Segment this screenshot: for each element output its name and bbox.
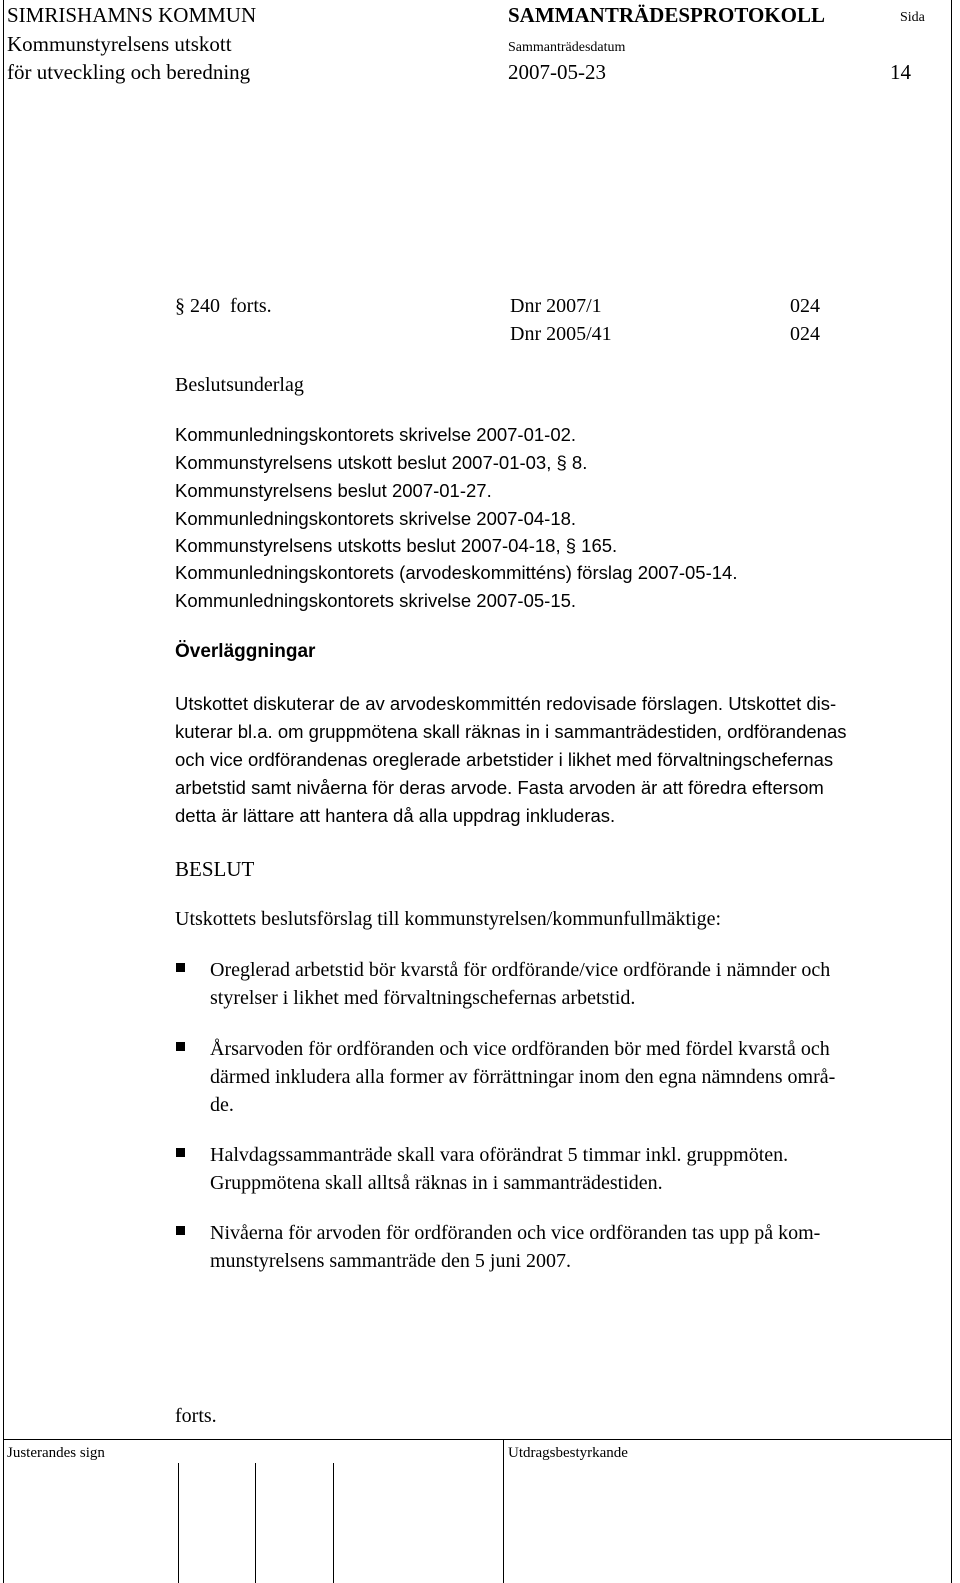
beslutsunderlag-item: Kommunledningskontorets skrivelse 2007-05-15. [175,590,577,611]
dnr-code-1: 024 [790,295,820,317]
continued-note: forts. [175,1405,217,1427]
signature-box-divider [333,1463,334,1583]
dnr-2: Dnr 2005/41 [510,323,612,345]
beslutsunderlag-item: Kommunledningskontorets skrivelse 2007-01-02. [175,424,577,445]
page-label: Sida [900,10,925,25]
date-label: Sammanträdesdatum [508,40,626,55]
signature-box-divider [503,1439,504,1583]
document-type: SAMMANTRÄDESPROTOKOLL [508,3,825,27]
dnr-code-2: 024 [790,323,820,345]
overlaggningar-line: detta är lättare att hantera då alla uppdrag inkluderas. [175,805,616,826]
bullet-square-icon [176,1148,185,1157]
overlaggningar-line: och vice ordförandenas oreglerade arbetstider i likhet med förvaltningschefernas [175,749,834,770]
overlaggningar-heading: Överläggningar [175,641,316,662]
decision-line: styrelser i likhet med förvaltningschefernas arbetstid. [210,987,636,1009]
section-paragraph [175,293,272,319]
overlaggningar-line: arbetstid samt nivåerna för deras arvode. Fasta arvoden är att föredra eftersom [175,777,824,798]
decision-line: därmed inkludera alla former av förrättningar inom den egna nämndens områ- [210,1066,836,1088]
utdragsbestyrkande-label: Utdragsbestyrkande [508,1445,628,1461]
beslutsunderlag-item: Kommunstyrelsens beslut 2007-01-27. [175,480,492,501]
section-sign: § [175,295,185,317]
beslutsunderlag-item: Kommunledningskontorets (arvodeskommitténs) förslag 2007-05-14. [175,562,738,583]
beslutsunderlag-item: Kommunstyrelsens utskott beslut 2007-01-03, § 8. [175,452,588,473]
page-border-left [3,0,4,1583]
beslutsunderlag-item: Kommunstyrelsens utskotts beslut 2007-04-18, § 165. [175,535,618,556]
decision-line: Oreglerad arbetstid bör kvarstå för ordförande/vice ordförande i nämnder och [210,959,831,981]
page-border-right [951,0,952,1583]
beslut-heading: BESLUT [175,857,255,881]
beslutsunderlag-item: Kommunledningskontorets skrivelse 2007-04-18. [175,508,577,529]
overlaggningar-line: kuterar bl.a. om gruppmötena skall räknas in i sammanträdestiden, ordförandenas [175,721,847,742]
footer-rule [3,1439,951,1440]
committee-line-1: Kommunstyrelsens utskott [7,32,232,56]
beslutsunderlag-heading: Beslutsunderlag [175,374,304,396]
bullet-square-icon [176,1042,185,1051]
bullet-square-icon [176,1226,185,1235]
decision-line: Nivåerna för arvoden för ordföranden och vice ordföranden tas upp på kom- [210,1222,821,1244]
signature-box-divider [255,1463,256,1583]
municipality-name: SIMRISHAMNS KOMMUN [7,3,257,27]
decision-line: Årsarvoden för ordföranden och vice ordföranden bör med fördel kvarstå och [210,1038,830,1060]
decision-line: Gruppmötena skall alltså räknas in i sammanträdestiden. [210,1172,663,1194]
beslut-intro: Utskottets beslutsförslag till kommunstyrelsen/kommunfullmäktige: [175,908,722,930]
decision-line: munstyrelsens sammanträde den 5 juni 2007. [210,1250,572,1272]
overlaggningar-line: Utskottet diskuterar de av arvodeskommittén redovisade förslagen. Utskottet dis- [175,693,837,714]
bullet-square-icon [176,963,185,972]
meeting-date: 2007-05-23 [508,60,606,84]
page-number: 14 [890,60,911,84]
signature-box-divider [178,1463,179,1583]
justerandes-sign-label: Justerandes sign [7,1445,105,1461]
dnr-1: Dnr 2007/1 [510,295,602,317]
section-paragraph-text: 240 forts. [190,295,272,317]
committee-line-2: för utveckling och beredning [7,60,251,84]
decision-line: de. [210,1094,234,1116]
decision-line: Halvdagssammanträde skall vara oförändrat 5 timmar inkl. gruppmöten. [210,1144,789,1166]
